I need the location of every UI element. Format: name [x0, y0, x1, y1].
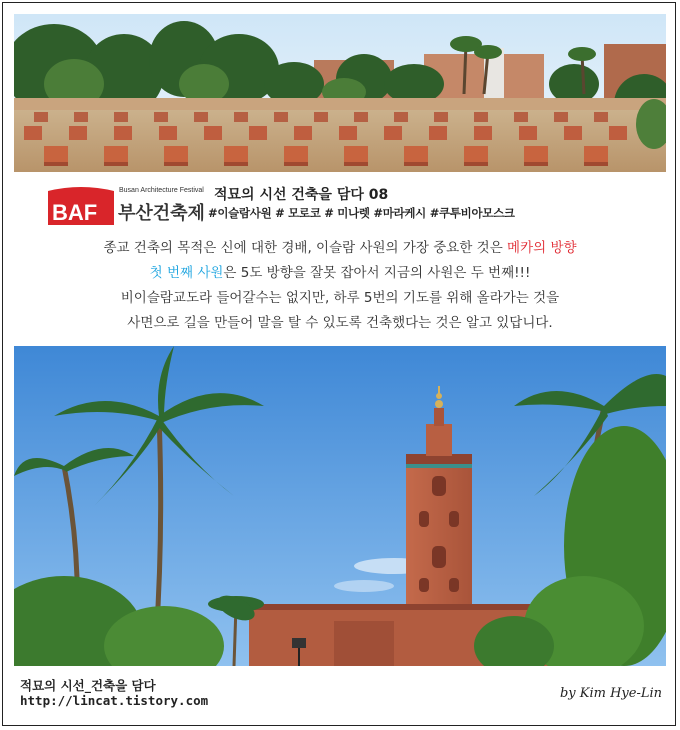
logo-english-text: Busan Architecture Festival	[119, 187, 204, 194]
description-text	[14, 236, 666, 336]
hashtags: #이슬람사원 # 모로코 # 미나렛 #마라케시 #쿠투비아모스크	[208, 206, 515, 220]
page-title: 적묘의 시선 건축을 담다 08	[214, 187, 389, 203]
ruins-photo	[14, 14, 666, 172]
description-line-1	[14, 236, 666, 261]
line1-text: 종교 건축의 목적은 신에 대한 경배, 이슬람 사원의 가장 중요한 것은	[103, 240, 508, 256]
minaret-photo	[14, 346, 666, 666]
description-line-4: 사면으로 길을 만들어 말을 탈 수 있도록 건축했다는 것은 알고 있답니다.	[127, 315, 553, 331]
first-mosque-highlight: 첫 번째 사원	[149, 265, 224, 281]
footer-url-link[interactable]: http://lincat.tistory.com	[20, 693, 209, 708]
line2-text: 은 5도 방향을 잘못 잡아서 지금의 사원은 두 번째!!!	[223, 265, 531, 281]
baf-logo	[46, 185, 205, 227]
footer-title: 적묘의 시선_건축을 담다	[20, 678, 156, 693]
baf-logo-mark	[46, 185, 116, 227]
mecca-direction-highlight: 메카의 방향	[507, 240, 577, 256]
logo-mark-text: BAF	[52, 200, 98, 225]
logo-korean-text: 부산건축제	[118, 203, 205, 224]
description-line-3: 비이슬람교도라 들어갈수는 없지만, 하루 5번의 기도를 위해 올라가는 것을	[120, 290, 560, 306]
author-signature: by Kim Hye-Lin	[559, 686, 662, 701]
description-line-2	[14, 261, 666, 286]
